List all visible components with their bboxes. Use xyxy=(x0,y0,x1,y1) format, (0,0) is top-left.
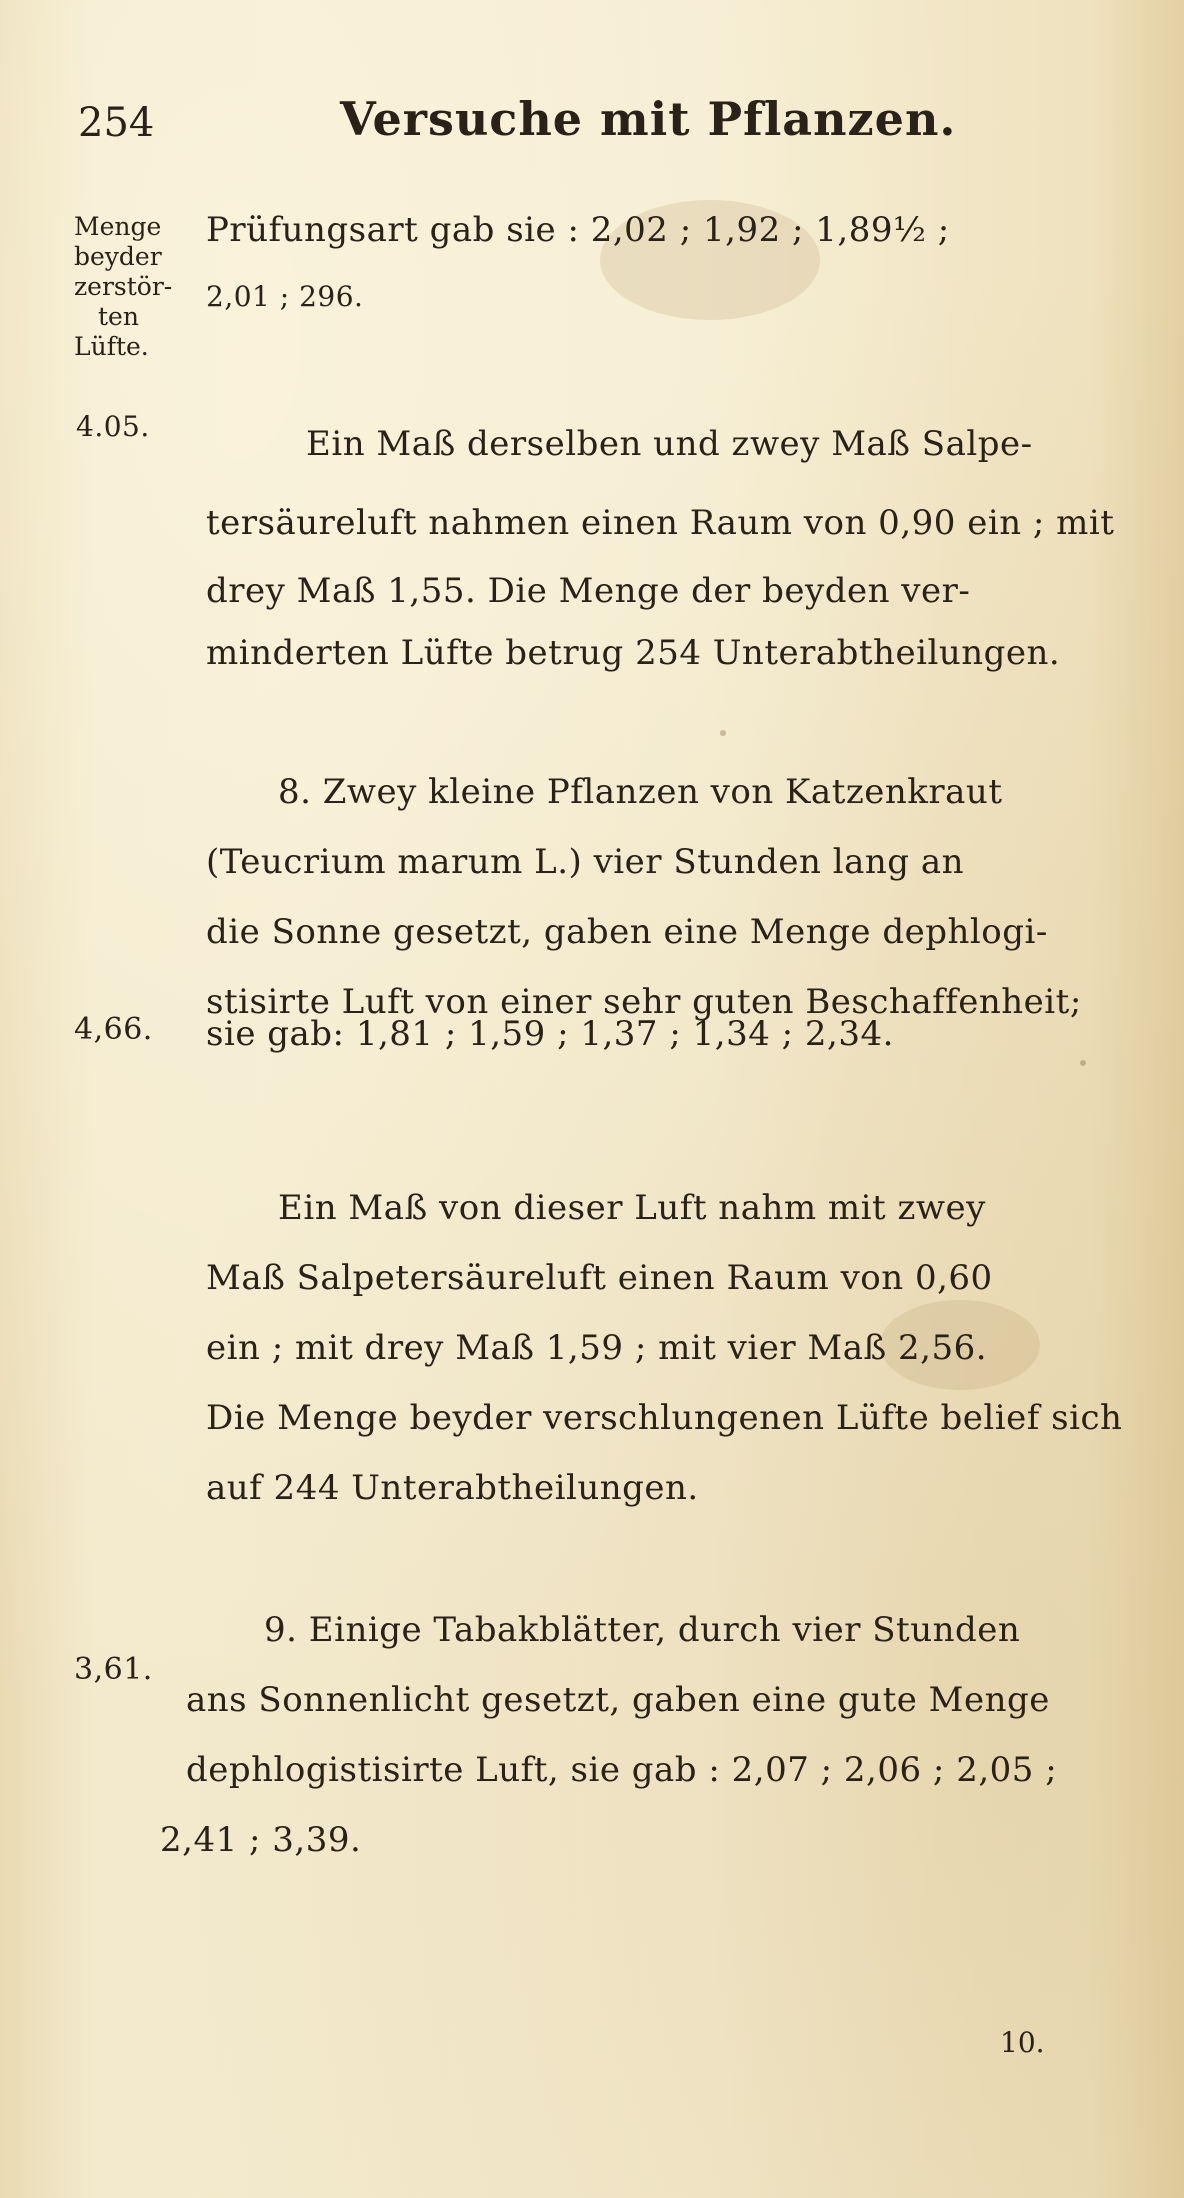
text-line: ein ; mit drey Maß 1,59 ; mit vier Maß 2,56. xyxy=(206,1328,988,1368)
paper-speck xyxy=(720,730,726,736)
text-line: sie gab: 1,81 ; 1,59 ; 1,37 ; 1,34 ; 2,34. xyxy=(206,1014,894,1054)
text-line: 2,41 ; 3,39. xyxy=(160,1820,362,1860)
page-number: 254 xyxy=(78,100,155,146)
margin-value: 4,66. xyxy=(74,1012,153,1047)
text-line: die Sonne gesetzt, gaben eine Menge dephlogi- xyxy=(206,912,1048,952)
margin-value: 3,61. xyxy=(74,1652,153,1687)
text-line: Ein Maß derselben und zwey Maß Salpe- xyxy=(306,424,1033,464)
text-line: 8. Zwey kleine Pflanzen von Katzenkraut xyxy=(278,772,1003,812)
signature-mark: 10. xyxy=(1000,2026,1045,2059)
text-line: 9. Einige Tabakblätter, durch vier Stunden xyxy=(264,1610,1021,1650)
text-line: Maß Salpetersäureluft einen Raum von 0,60 xyxy=(206,1258,993,1298)
margin-note: Menge beyder zerstör- ten Lüfte. xyxy=(74,212,173,361)
running-title: Versuche mit Pflanzen. xyxy=(340,92,957,146)
text-line: (Teucrium marum L.) vier Stunden lang an xyxy=(206,842,964,882)
text-line: drey Maß 1,55. Die Menge der beyden ver- xyxy=(206,571,971,611)
text-line: 2,01 ; 296. xyxy=(206,280,364,313)
text-line: dephlogistisirte Luft, sie gab : 2,07 ; 2,06 ; 2,05 ; xyxy=(186,1750,1058,1790)
text-line: auf 244 Unterabtheilungen. xyxy=(206,1468,699,1508)
text-line: Prüfungsart gab sie : 2,02 ; 1,92 ; 1,89½ ; xyxy=(206,210,950,250)
paper-speck xyxy=(1080,1060,1086,1066)
text-line: tersäureluft nahmen einen Raum von 0,90 ein ; mit xyxy=(206,503,1115,543)
text-line: Ein Maß von dieser Luft nahm mit zwey xyxy=(278,1188,986,1228)
text-line: stisirte Luft von einer sehr guten Beschaffenheit; xyxy=(206,982,1082,1022)
text-line: ans Sonnenlicht gesetzt, gaben eine gute Menge xyxy=(186,1680,1050,1720)
margin-value: 4.05. xyxy=(76,410,150,443)
text-line: Die Menge beyder verschlungenen Lüfte belief sich xyxy=(206,1398,1123,1438)
text-line: minderten Lüfte betrug 254 Unterabtheilungen. xyxy=(206,633,1061,673)
